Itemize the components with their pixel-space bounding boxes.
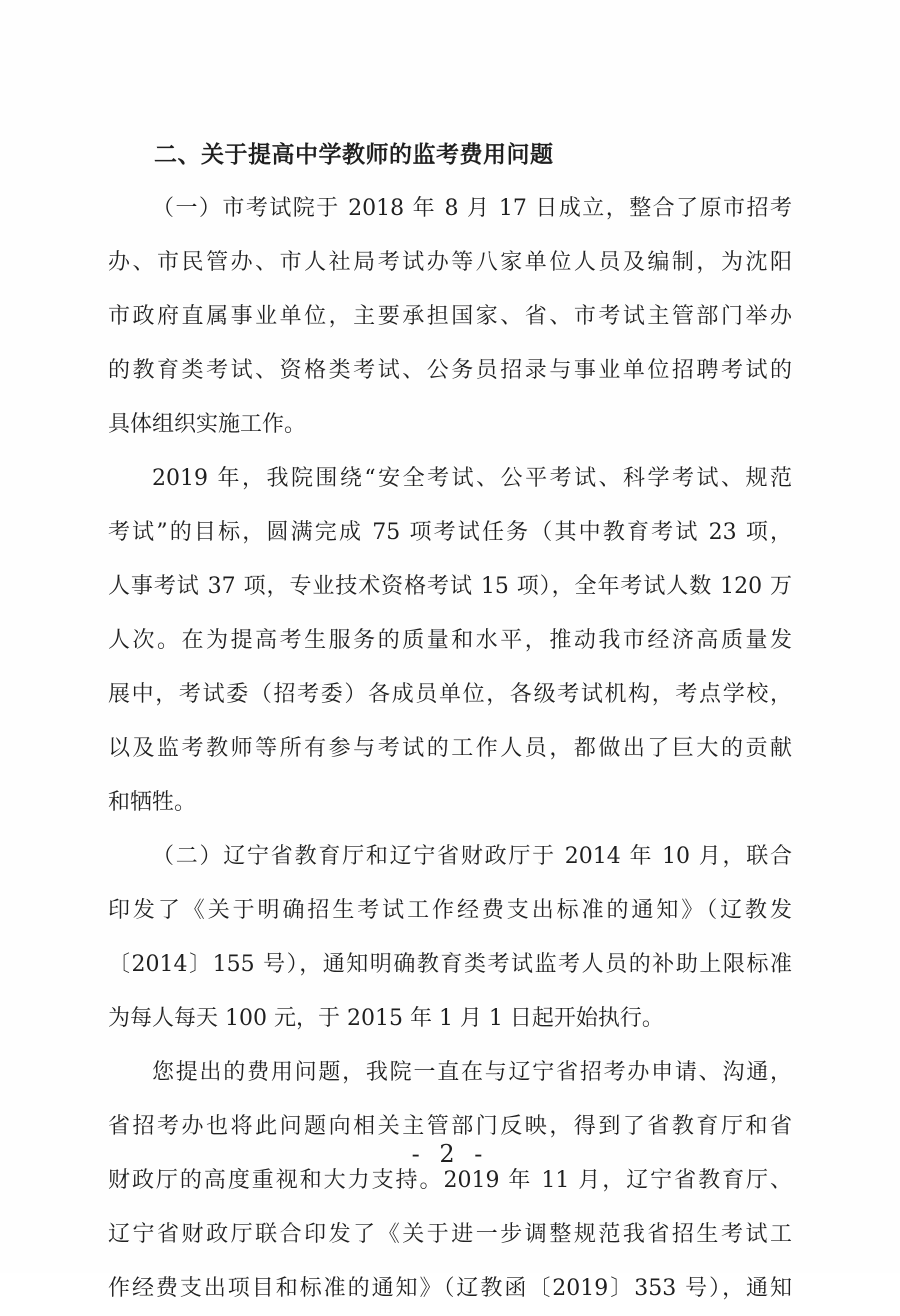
paragraph-2 [108,452,792,830]
paragraph-line: 考试”的目标，圆满完成 75 项考试任务（其中教育考试 23 项， [108,520,792,545]
paragraph-line: 以及监考教师等所有参与考试的工作人员，都做出了巨大的贡献 [108,736,792,761]
section-heading: 二、关于提高中学教师的监考费用问题 [154,142,554,168]
paragraph-line: （二）辽宁省教育厅和辽宁省财政厅于 2014 年 10 月，联合 [152,844,792,869]
paragraph-line: 2019 年，我院围绕“安全考试、公平考试、科学考试、规范 [152,466,792,491]
paragraph-line: 和牺牲。 [108,790,197,815]
paragraph-line: 人事考试 37 项，专业技术资格考试 15 项），全年考试人数 120 万 [108,574,792,599]
paragraph-line: 作经费支出项目和标准的通知》（辽教函〔2019〕353 号），通知 [108,1276,792,1301]
paragraph-line: 〔2014〕155 号），通知明确教育类考试监考人员的补助上限标准 [108,952,792,977]
paragraph-line: （一）市考试院于 2018 年 8 月 17 日成立，整合了原市招考 [152,196,792,221]
paragraph-line: 的教育类考试、资格类考试、公务员招录与事业单位招聘考试的 [108,358,792,383]
paragraph-3 [108,830,792,1046]
page-number: - 2 - [411,1140,489,1168]
paragraph-line: 省招考办也将此问题向相关主管部门反映，得到了省教育厅和省 [108,1114,792,1139]
paragraph-line: 具体组织实施工作。 [108,412,307,437]
paragraph-line: 您提出的费用问题，我院一直在与辽宁省招考办申请、沟通， [152,1060,792,1085]
paragraph-line: 印发了《关于明确招生考试工作经费支出标准的通知》（辽教发 [108,898,792,923]
paragraph-line: 财政厅的高度重视和大力支持。2019 年 11 月，辽宁省教育厅、 [108,1168,792,1193]
paragraph-line: 辽宁省财政厅联合印发了《关于进一步调整规范我省招生考试工 [108,1222,792,1247]
paragraph-line: 人次。在为提高考生服务的质量和水平，推动我市经济高质量发 [108,628,792,653]
document-body [108,128,792,1316]
paragraph-line: 为每人每天 100 元，于 2015 年 1 月 1 日起开始执行。 [108,1006,664,1031]
paragraph-line: 市政府直属事业单位，主要承担国家、省、市考试主管部门举办 [108,304,792,329]
paragraph-4 [108,1046,792,1316]
paragraph-line: 办、市民管办、市人社局考试办等八家单位人员及编制，为沈阳 [108,250,792,275]
paragraph-1 [108,182,792,452]
paragraph-line: 展中，考试委（招考委）各成员单位，各级考试机构，考点学校， [108,682,792,707]
